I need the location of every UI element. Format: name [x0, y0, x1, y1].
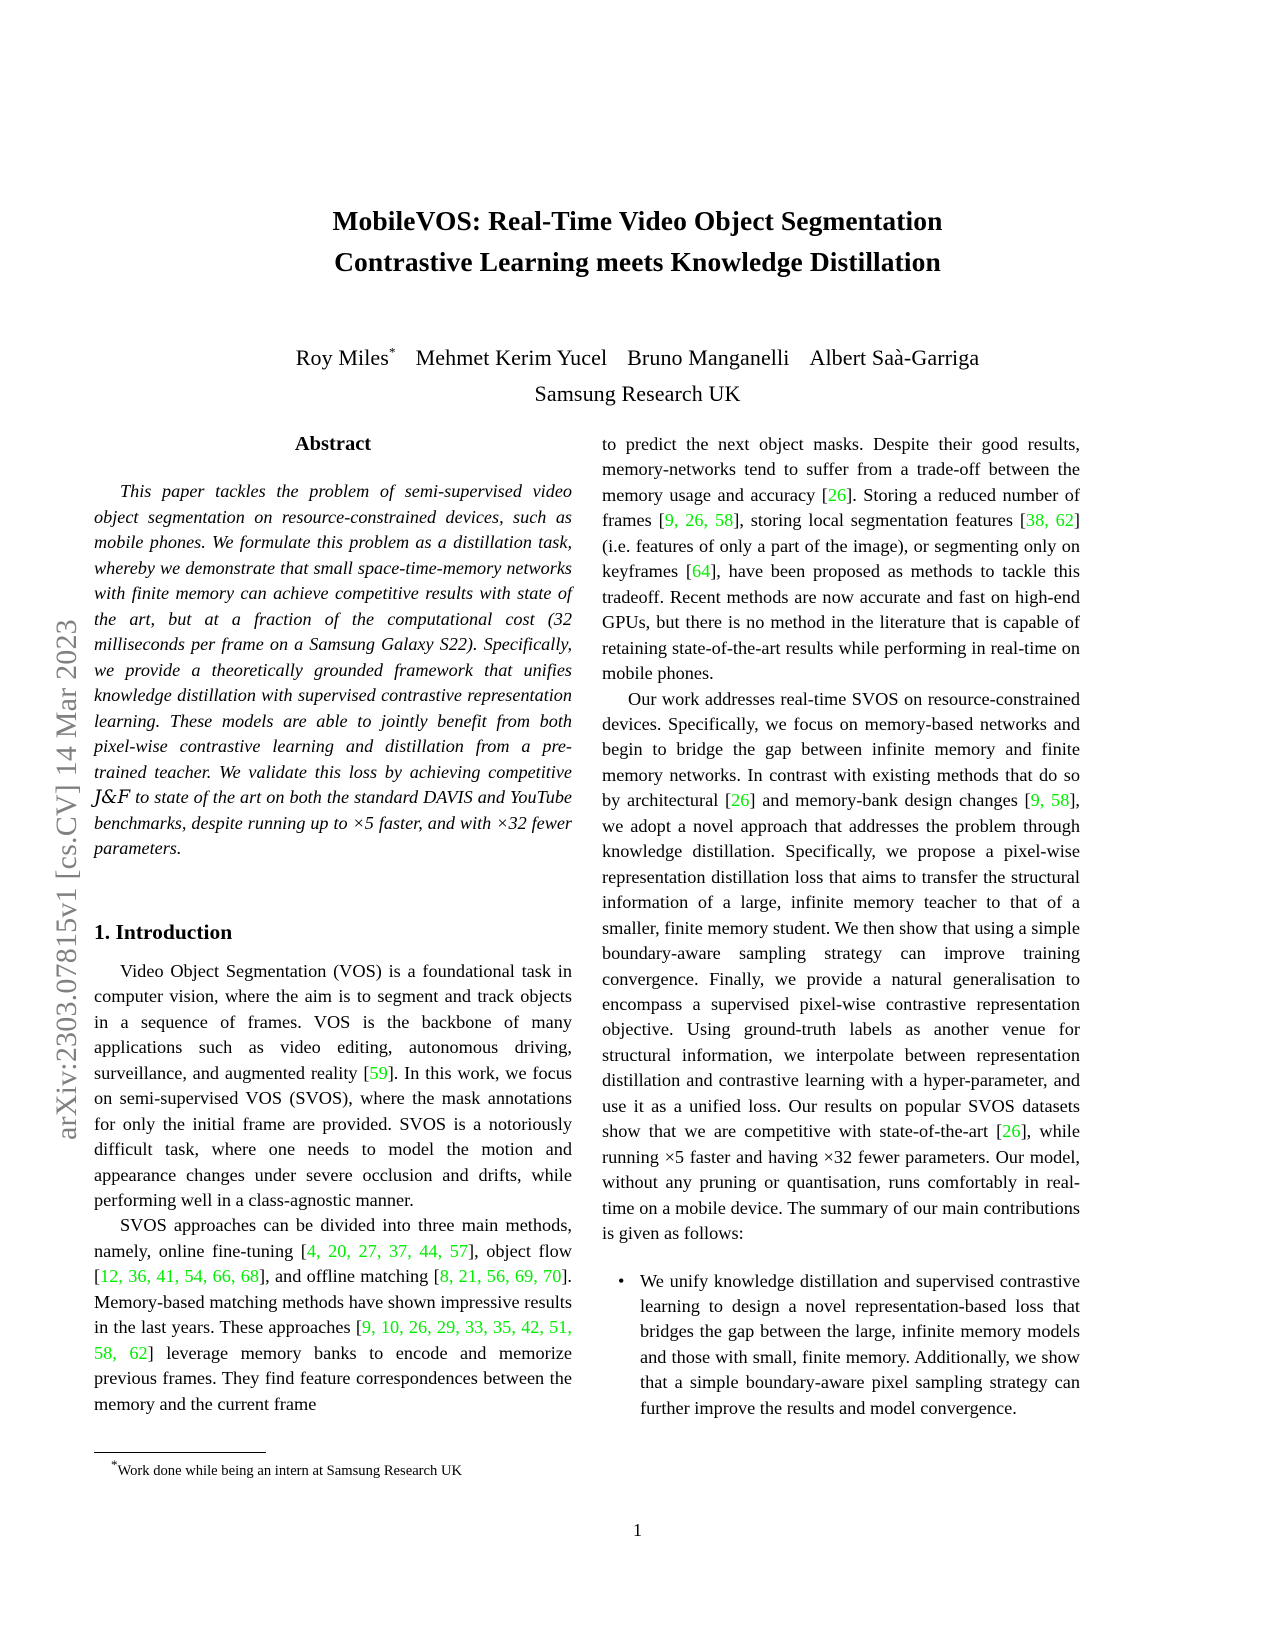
title-block: [150, 200, 1125, 412]
footnote-text: Work done while being an intern at Samsung Research UK: [117, 1463, 463, 1479]
intro-p4-text-c: ], we adopt a novel approach that addresses the problem through knowledge distillation. Specifically, we propose a pixel-wise representation distillation loss that aims to transfer the structural information of a large, infinite memory teacher to that of a smaller, finite memory student. We then show that using a simple boundary-aware sampling strategy can improve training convergence. Finally, we provide a natural generalisation to encompass a supervised pixel-wise contrastive representation objective. Using ground-truth labels as another venue for structural information, we interpolate between representation distillation and contrastive learning with a hyper-parameter, and use it as a unified loss. Our results on popular SVOS datasets show that we are competitive with state-of-the-art [: [602, 790, 1081, 1142]
footnote-line: [94, 1457, 572, 1481]
affiliation: Samsung Research UK: [534, 381, 741, 406]
citation-link[interactable]: 9, 26, 58: [664, 510, 734, 531]
citation-link[interactable]: 8, 21, 56, 69, 70: [439, 1266, 562, 1287]
footnote-mark: *: [111, 1457, 118, 1473]
citation-link[interactable]: 4, 20, 27, 37, 44, 57: [306, 1240, 469, 1261]
author-1-name: Roy Miles: [295, 345, 389, 370]
intro-p1-text-a: Video Object Segmentation (VOS) is a foundational task in computer vision, where the aim is to segment and track objects in a sequence of frames. VOS is the backbone of many applications such as video editing, autonomous driving, surveillance, and augmented reality [: [94, 960, 572, 1083]
intro-p2-text-d: ]. Memory-based matching methods have shown impressive results in the last years. These approaches [: [94, 1266, 573, 1338]
arxiv-stamp: arXiv:2303.07815v1 [cs.CV] 14 Mar 2023: [50, 619, 83, 1140]
footnote-divider: [94, 1452, 266, 1453]
author-1-footnote-mark: *: [388, 344, 396, 360]
intro-p4-text-b: ] and memory-bank design changes [: [749, 790, 1031, 811]
intro-paragraph-2: [94, 1213, 572, 1417]
intro-p2-text-e: ] leverage memory banks to encode and memorize previous frames. They find feature correspondences between the memory and the current frame: [94, 1342, 573, 1414]
citation-link[interactable]: 59: [369, 1062, 388, 1083]
paper-title-line-2: Contrastive Learning meets Knowledge Distillation: [334, 246, 941, 277]
intro-paragraph-3: [602, 432, 1080, 687]
contributions-list: [602, 1269, 1080, 1422]
abstract-heading: Abstract: [294, 433, 372, 455]
list-item: [640, 1269, 1080, 1422]
citation-link[interactable]: 12, 36, 41, 54, 66, 68: [100, 1266, 260, 1287]
abstract-text-part-2: to state of the art on both the standard DAVIS and YouTube benchmarks, despite running up to ×5 faster, and with ×32 fewer parameters.: [94, 787, 572, 859]
intro-p3-text-d: ] (i.e. features of only a part of the image), or segmenting only on keyframes [: [602, 510, 1081, 582]
intro-p4-text-a: Our work addresses real-time SVOS on resource-constrained devices. Specifically, we focus on memory-based networks and begin to bridge the gap between infinite memory and finite memory networks. In contrast with existing methods that do so by architectural [: [602, 688, 1080, 811]
author-4: Albert Saà-Garriga: [809, 345, 980, 370]
author-list: [150, 340, 1125, 412]
intro-paragraph-4: [602, 687, 1080, 1247]
abstract-text-part-1: This paper tackles the problem of semi-supervised video object segmentation on resource-constrained devices, such as mobile phones. We formulate this problem as a distillation task, whereby we demonstrate that small space-time-memory networks with finite memory can achieve competitive results with state of the art, but at a fraction of the computational cost (32 milliseconds per frame on a Samsung Galaxy S22). Specifically, we provide a theoretically grounded framework that unifies knowledge distillation with supervised contrastive representation learning. These models are able to jointly benefit from both pixel-wise contrastive learning and distillation from a pre-trained teacher. We validate this loss by achieving competitive: [94, 481, 572, 782]
page-title: [150, 200, 1125, 282]
intro-p4-text-d: ], while running ×5 faster and having ×32 fewer parameters. Our model, without any pruning or quantisation, runs comfortably in real-time on a mobile device. The summary of our main contributions is given as follows:: [602, 1121, 1080, 1244]
left-column: [94, 432, 572, 1417]
intro-p3-text-a: to predict the next object masks. Despite their good results, memory-networks tend to suffer from a trade-off between the memory usage and accuracy [: [602, 434, 1080, 505]
section-spacer: [94, 862, 572, 918]
intro-p2-text-b: ], object flow [: [94, 1240, 572, 1287]
contribution-1-text: We unify knowledge distillation and supervised contrastive learning to design a novel representation-based loss that bridges the gap between the large, infinite memory models and those with small, finite memory. Additionally, we show that a simple boundary-aware pixel sampling strategy can further improve the results and model convergence.: [640, 1270, 1080, 1418]
footnote-block: [94, 1452, 572, 1481]
intro-p1-text-b: ]. In this work, we focus on semi-supervised VOS (SVOS), where the mask annotations for only the initial frame are provided. SVOS is a notoriously difficult task, where one needs to model the motion and appearance changes under severe occlusion and drifts, while performing well in a class-agnostic manner.: [94, 1062, 572, 1211]
abstract-jf-metric: J&F: [94, 787, 131, 809]
abstract-body: [94, 479, 572, 862]
citation-link[interactable]: 26: [731, 790, 750, 811]
right-column: [602, 432, 1080, 1431]
paper-title-line-1: MobileVOS: Real-Time Video Object Segmentation: [332, 205, 943, 236]
citation-link[interactable]: 9, 58: [1030, 790, 1070, 811]
section-heading-introduction: 1. Introduction: [94, 919, 233, 944]
intro-p3-text-c: ], storing local segmentation features [: [733, 510, 1026, 531]
citation-link[interactable]: 26: [1002, 1121, 1021, 1142]
intro-p2-text-c: ], and offline matching [: [259, 1266, 440, 1287]
author-2: Mehmet Kerim Yucel: [415, 345, 608, 370]
citation-link[interactable]: 64: [691, 561, 711, 582]
citation-link[interactable]: 26: [827, 484, 847, 505]
intro-p3-text-b: ]. Storing a reduced number of frames [: [602, 484, 1080, 531]
author-1: [296, 345, 396, 370]
citation-link[interactable]: 9, 10, 26, 29, 33, 35, 42, 51, 58, 62: [94, 1317, 572, 1363]
intro-paragraph-1: [94, 959, 572, 1214]
author-3: Bruno Manganelli: [627, 345, 790, 370]
intro-p3-text-e: ], have been proposed as methods to tackle this tradeoff. Recent methods are now accurate and fast on high-end GPUs, but there is no method in the literature that is capable of retaining state-of-the-art results while performing in real-time on mobile phones.: [602, 561, 1080, 684]
citation-link[interactable]: 38, 62: [1025, 510, 1074, 531]
page-number: 1: [633, 1520, 642, 1540]
intro-p2-text-a: SVOS approaches can be divided into three main methods, namely, online fine-tuning [: [94, 1215, 572, 1261]
